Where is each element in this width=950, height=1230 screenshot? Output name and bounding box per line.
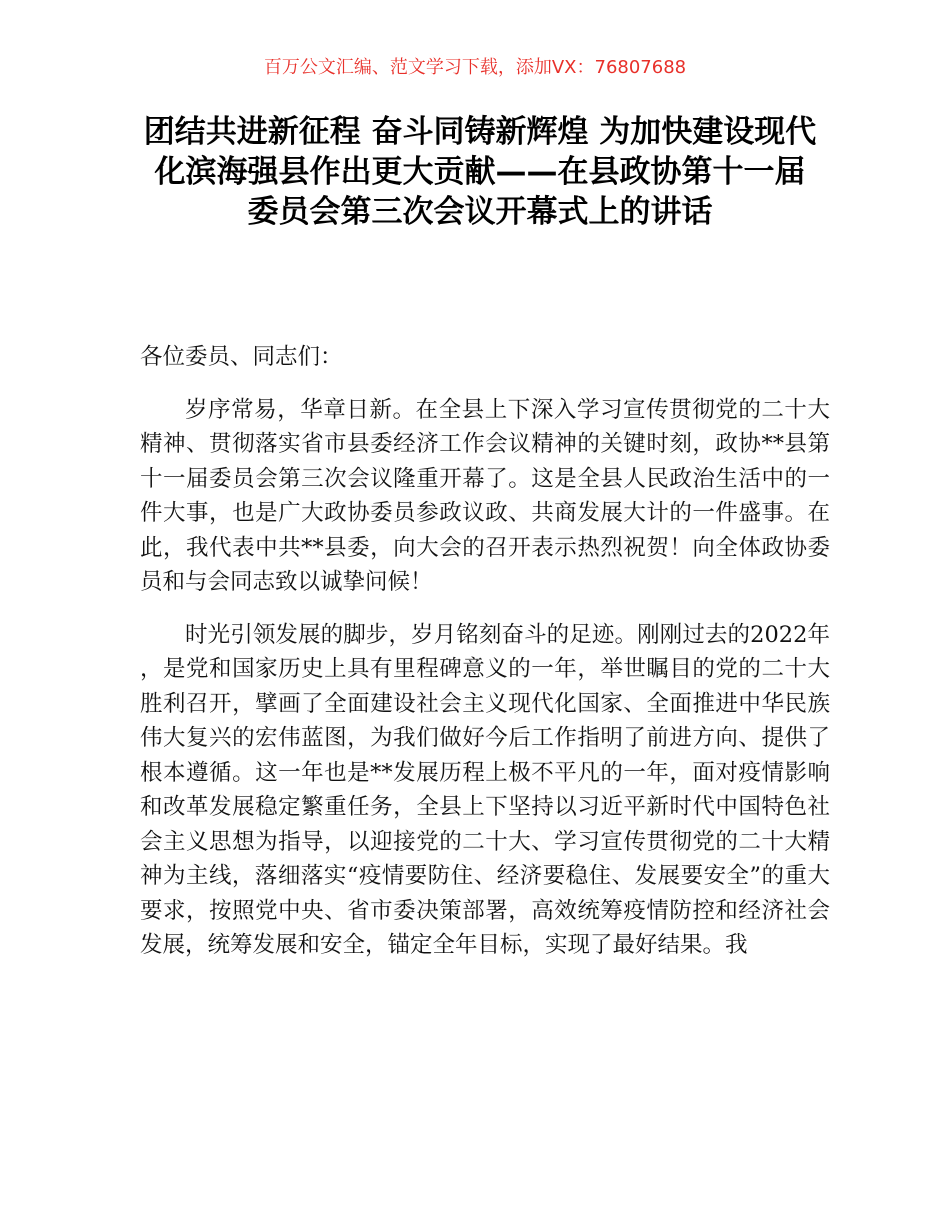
salutation: 各位委员、同志们： [140, 344, 343, 370]
document-body [140, 340, 830, 981]
page-title: 团结共进新征程 奋斗同铸新辉煌 为加快建设现代化滨海强县作出更大贡献——在县政协第十一届委员会第三次会议开幕式上的讲话 [143, 114, 817, 230]
paragraph: 岁序常易，华章日新。在全县上下深入学习宣传贯彻党的二十大精神、贯彻落实省市县委经济工作会议精神的关键时刻，政协**县第十一届委员会第三次会议隆重开幕了。这是全县人民政治生活中的一件大事，也是广大政协委员参政议政、共商发展大计的一件盛事。在此，我代表中共**县委，向大会的召开表示热烈祝贺！向全体政协委员和与会同志致以诚挚问候！ [140, 396, 830, 595]
paragraph: 时光引领发展的脚步，岁月铭刻奋斗的足迹。刚刚过去的2022年，是党和国家历史上具有里程碑意义的一年，举世瞩目的党的二十大胜利召开，擘画了全面建设社会主义现代化国家、全面推进中华民族伟大复兴的宏伟蓝图，为我们做好今后工作指明了前进方向、提供了根本遵循。这一年也是**发展历程上极不平凡的一年，面对疫情影响和改革发展稳定繁重任务，全县上下坚持以习近平新时代中国特色社会主义思想为指导，以迎接党的二十大、学习宣传贯彻党的二十大精神为主线，落细落实“疫情要防住、经济要稳住、发展要安全”的重大要求，按照党中央、省市委决策部署，高效统筹疫情防控和经济社会发展，统筹发展和安全，锚定全年目标，实现了最好结果。我 [140, 621, 830, 958]
header-watermark: 百万公文汇编、范文学习下载，添加VX：76807688 [263, 57, 687, 78]
